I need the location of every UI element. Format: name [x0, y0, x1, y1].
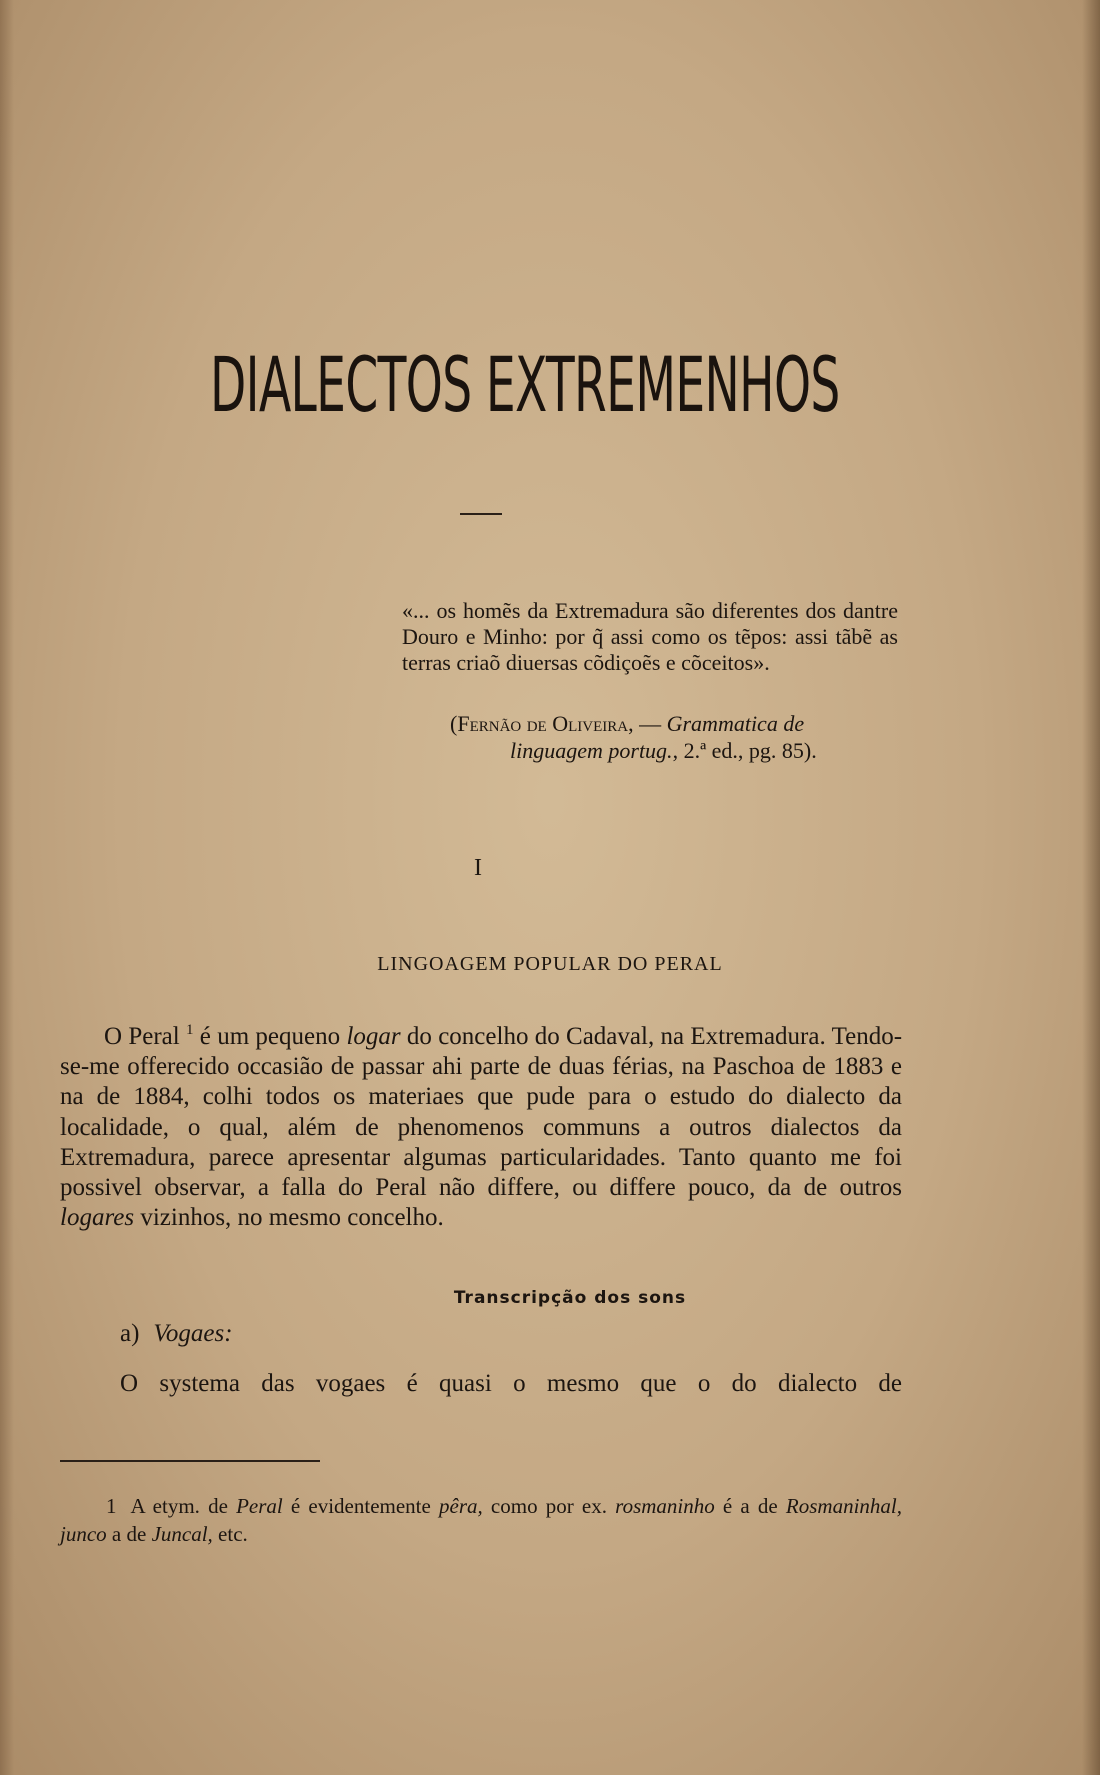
paragraph-segment: O Peral: [104, 1023, 180, 1050]
section-numeral: I: [474, 855, 482, 881]
subheading: Transcripção dos sons: [453, 1288, 687, 1308]
footnote-segment: A etym. de: [130, 1494, 237, 1518]
footnote-mark: 1: [106, 1494, 117, 1518]
body-paragraph: [60, 1015, 902, 1233]
footnote-segment: é evidentemente: [282, 1494, 440, 1518]
footnote-italic: pêra,: [439, 1494, 483, 1518]
epigraph-quote: «... os homẽs da Extremadura são diferentes dos dantre Douro e Minho: por q̃ assi como os tẽpos: assi tãbẽ as terras criaõ diuersas cõdiçoẽs e cõceitos».: [402, 598, 898, 675]
citation-edition: , 2.ª ed., pg. 85).: [672, 738, 817, 763]
citation-author: Fernão de Oliveira: [457, 711, 629, 736]
footnote-italic: junco: [60, 1522, 107, 1546]
paragraph-segment: do concelho do Cadaval, na Extremadura. Tendo-se-me offerecido occasião de passar ahi parte de duas férias, na Paschoa de 1883 e na de 1884, colhi todos os materiaes que pude para o estudo do dialecto da localidade, o qual, além de phenomenos communs a outros dialectos da Extremadura, parece apresentar algumas particularidades. Tanto quanto me foi possivel observar, a falla do Peral não differe, ou differe pouco, da de outros: [60, 1023, 903, 1202]
footnote-segment: etc.: [212, 1522, 248, 1546]
citation-dash: , —: [628, 711, 667, 736]
paragraph-segment: vizinhos, no mesmo concelho.: [134, 1204, 444, 1232]
footnote-italic: rosmaninho: [615, 1494, 715, 1518]
footnote-italic: Juncal,: [151, 1522, 213, 1546]
citation-work-part1: Grammatica de: [666, 711, 805, 736]
paragraph-segment: é um pequeno: [193, 1023, 347, 1050]
vowels-letter: a): [120, 1320, 140, 1347]
vowels-label: [120, 1320, 233, 1348]
footnote-divider: [60, 1460, 320, 1462]
epigraph-citation: [450, 710, 900, 764]
footnote-segment: como por ex.: [482, 1494, 616, 1518]
citation-line2: [450, 737, 900, 764]
citation-open: (: [450, 711, 458, 736]
page-edge-right: [1082, 0, 1100, 1775]
footnote-italic: Peral: [236, 1494, 283, 1518]
section-title: LINGOAGEM POPULAR DO PERAL: [377, 953, 723, 975]
title-divider: [460, 513, 502, 515]
vowels-name: Vogaes:: [153, 1320, 233, 1347]
footnote-segment: é a de: [714, 1494, 786, 1518]
epigraph: [402, 598, 898, 676]
footnote-segment: a de: [106, 1522, 152, 1546]
paragraph-italic: logares: [60, 1204, 135, 1232]
page-title: DIALECTOS EXTREMENHOS: [210, 340, 840, 429]
citation-work-part2: linguagem portug.: [510, 738, 673, 763]
last-line: O systema das vogaes é quasi o mesmo que o do dialecto de: [120, 1370, 902, 1397]
page-edge-left: [0, 0, 14, 1775]
footnote-reference: 1: [186, 1022, 194, 1038]
paragraph-italic: logar: [346, 1023, 401, 1050]
paragraph-text: [60, 1015, 902, 1233]
footnote-text: [60, 1492, 902, 1548]
footnote-italic: Rosmaninhal,: [785, 1494, 902, 1518]
footnote: [60, 1492, 902, 1548]
